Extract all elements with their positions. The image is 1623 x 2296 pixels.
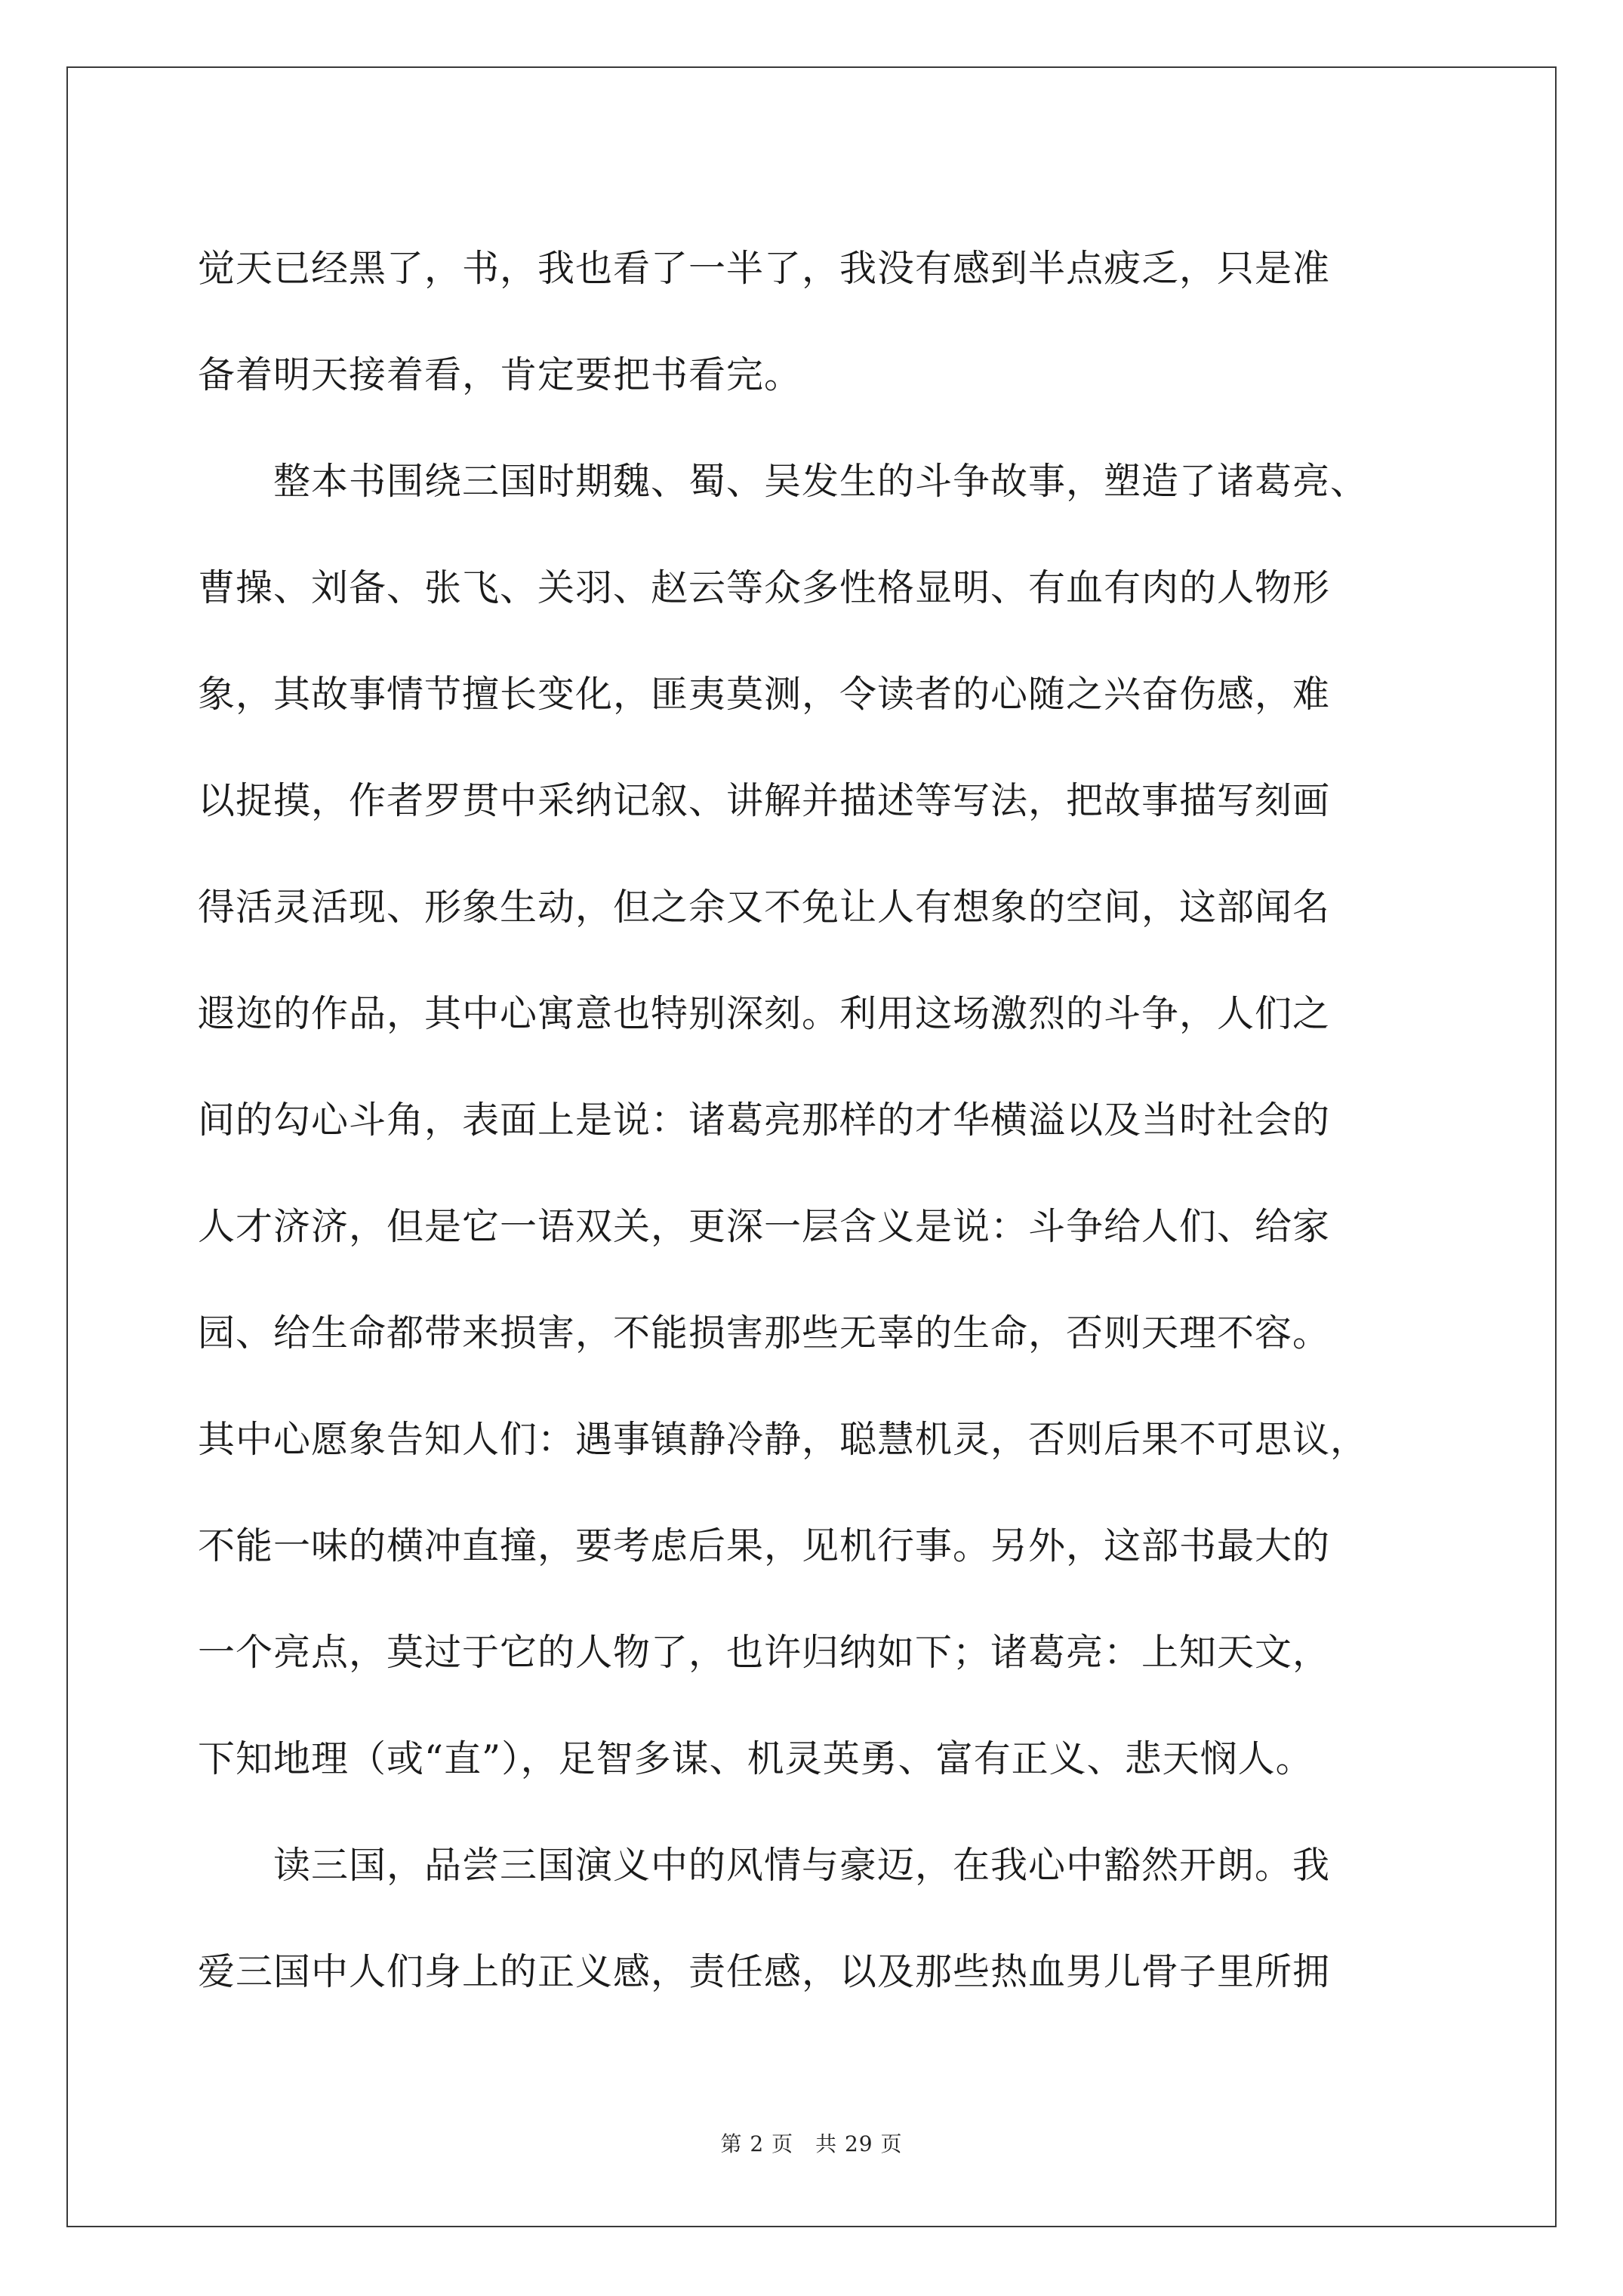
text-line: 整本书围绕三国时期魏、蜀、吴发生的斗争故事，塑造了诸葛亮、 <box>198 460 1369 503</box>
text-line: 遐迩的作品，其中心寓意也特别深刻。利用这场激烈的斗争，人们之 <box>198 992 1331 1035</box>
text-line: 人才济济，但是它一语双关，更深一层含义是说：斗争给人们、给家 <box>198 1205 1331 1248</box>
text-line: 其中心愿象告知人们：遇事镇静冷静，聪慧机灵，否则后果不可思议， <box>198 1418 1369 1461</box>
text-line: 爱三国中人们身上的正义感，责任感，以及那些热血男儿骨子里所拥 <box>198 1950 1331 1993</box>
text-line: 备着明天接着看，肯定要把书看完。 <box>198 353 802 396</box>
text-line: 不能一味的横冲直撞，要考虑后果，见机行事。另外，这部书最大的 <box>198 1524 1331 1567</box>
text-line: 曹操、刘备、张飞、关羽、赵云等众多性格显明、有血有肉的人物形 <box>198 566 1331 609</box>
text-line: 得活灵活现、形象生动，但之余又不免让人有想象的空间，这部闻名 <box>198 886 1331 929</box>
text-line: 间的勾心斗角，表面上是说：诸葛亮那样的才华横溢以及当时社会的 <box>198 1099 1331 1142</box>
text-line: 读三国，品尝三国演义中的风情与豪迈，在我心中豁然开朗。我 <box>198 1844 1331 1887</box>
text-line: 一个亮点，莫过于它的人物了，也许归纳如下；诸葛亮：上知天文， <box>198 1631 1331 1674</box>
text-line: 觉天已经黑了，书，我也看了一半了，我没有感到半点疲乏，只是准 <box>198 247 1331 290</box>
page-number-footer: 第 2 页 共 29 页 <box>720 2131 903 2156</box>
document-body <box>198 215 1436 2025</box>
text-line: 园、给生命都带来损害，不能损害那些无辜的生命，否则天理不容。 <box>198 1311 1331 1354</box>
text-line: 下知地理（或“直”），足智多谋、机灵英勇、富有正义、悲天悯人。 <box>198 1737 1313 1780</box>
text-line: 象，其故事情节擅长变化，匪夷莫测，令读者的心随之兴奋伤感，难 <box>198 673 1331 716</box>
text-line: 以捉摸，作者罗贯中采纳记叙、讲解并描述等写法，把故事描写刻画 <box>198 779 1331 822</box>
